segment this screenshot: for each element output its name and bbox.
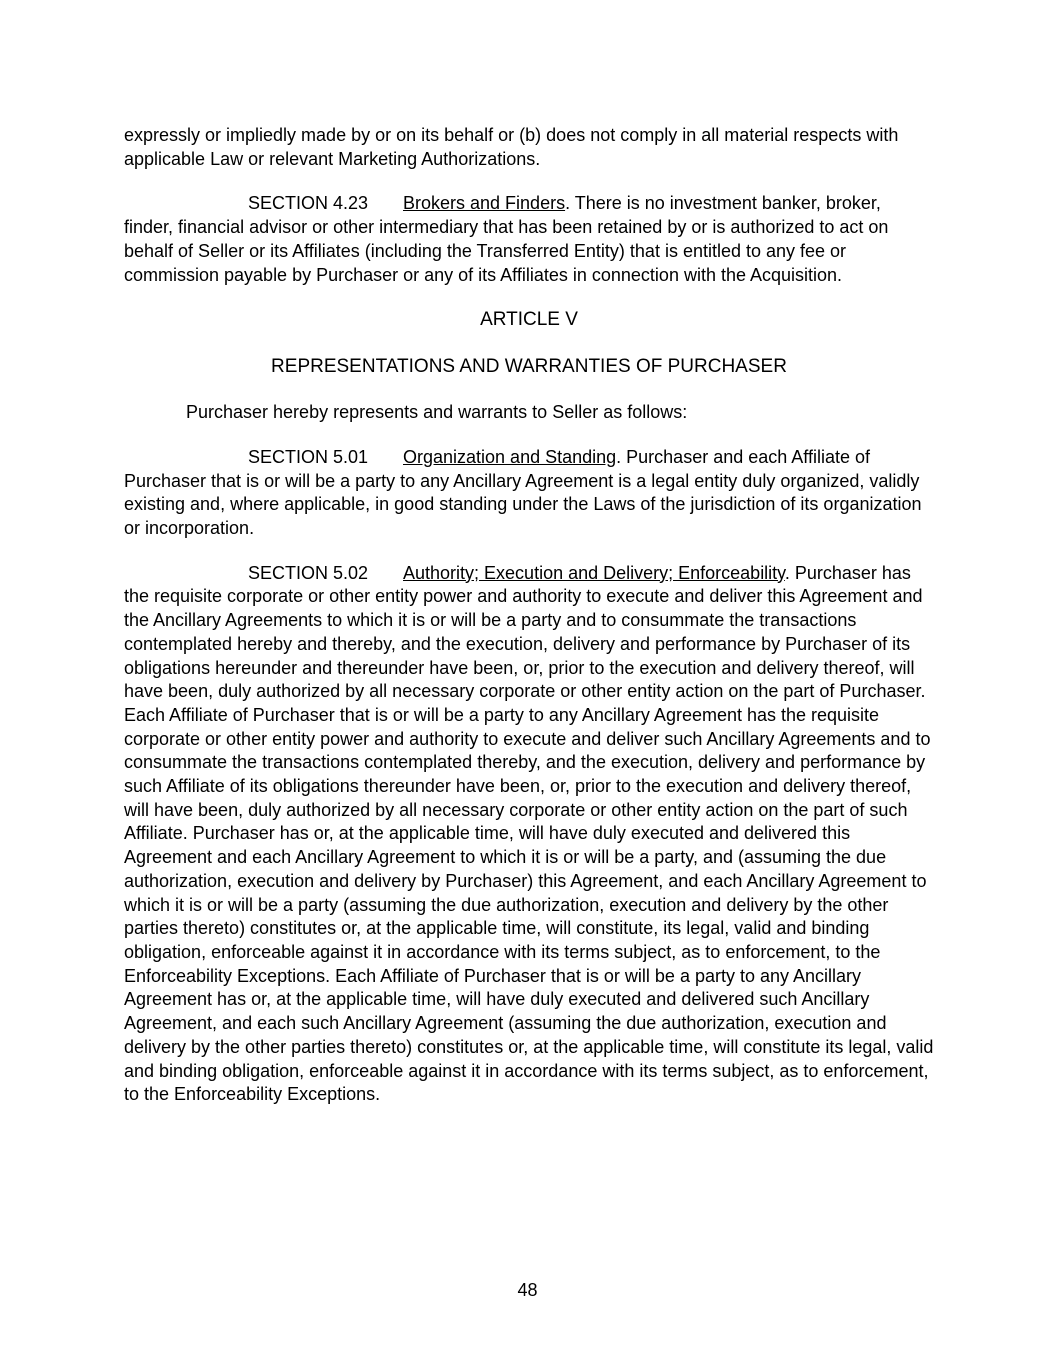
section-4-23-body: . There is no investment banker, broker, finder, financial advisor or other intermediary that has been retained by or is authorized to act on behalf of Seller or its Affiliates (including the Transferred Entity) that is entitled to any fee or commission payable by Purchaser or any of its Affiliates in connection with the Acquisition. [124,193,889,285]
section-5-02-heading: Authority; Execution and Delivery; Enforceability [403,562,785,583]
document-page [124,124,934,1128]
section-4-23-number: SECTION 4.23 [248,193,369,214]
article-number: ARTICLE V [480,309,578,331]
section-5-02-body: . Purchaser has the requisite corporate or other entity power and authority to execute and deliver this Agreement and the Ancillary Agreements to which it is or will be a party and to consummate the transactions contemplated hereby and thereby, and the execution, delivery and performance by Purchaser of its obligations hereunder and thereunder have been, or, prior to the execution and delivery thereof, will have been, duly authorized by all necessary corporate or other entity action on the part of Purchaser. Each Affiliate of Purchaser that is or will be a party to any Ancillary Agreement has the requisite corporate or other entity power and authority to execute and deliver such Ancillary Agreements and to consummate the transactions contemplated thereby, and the execution, delivery and performance by such Affiliate of its obligations thereunder have been, or, prior to the execution and delivery thereof, will have been, duly authorized by all necessary corporate or other entity action on the part of such Affiliate. Purchaser has or, at the applicable time, will have duly executed and delivered this Agreement and each Ancillary Agreement to which it is or will be a party, and (assuming the due authorization, execution and delivery by Purchaser) this Agreement, and each Ancillary Agreement to which it is or will be a party (assuming the due authorization, execution and delivery by the other parties thereto) constitutes or, at the applicable time, will constitute, its legal, valid and binding obligation, enforceable against it in accordance with its terms subject, as to enforcement, to the Enforceability Exceptions. Each Affiliate of Purchaser that is or will be a party to any Ancillary Agreement has or, at the applicable time, will have duly executed and delivered such Ancillary Agreement, and each such Ancillary Agreement (assuming the due authorization, execution and delivery by the other parties thereto) constitutes or, at the applicable time, will constitute its legal, valid and binding obligation, enforceable against it in accordance with its terms subject, as to enforcement, to the Enforceability Exceptions. [124,562,934,1105]
article-title: REPRESENTATIONS AND WARRANTIES OF PURCHASER [271,356,787,378]
section-4-23-indent [124,193,403,213]
section-5-02-number: SECTION 5.02 [248,562,369,583]
section-4-23 [124,192,934,287]
article-heading [124,308,934,379]
article-intro: Purchaser hereby represents and warrants to Seller as follows: [186,402,688,423]
section-4-23-heading: Brokers and Finders [403,193,566,214]
section-5-01-indent [124,447,403,467]
section-5-01-body: . Purchaser and each Affiliate of Purchaser that is or will be a party to any Ancillary Agreement is a legal entity duly organized, validly existing and, where applicable, in good standing under the Laws of the jurisdiction of its organization or incorporation. [124,446,922,539]
section-5-01-heading: Organization and Standing [403,446,617,467]
section-5-01-number: SECTION 5.01 [248,446,369,467]
section-5-01 [124,446,934,541]
continuation-paragraph: expressly or impliedly made by or on its behalf or (b) does not comply in all material respects with applicable Law or relevant Marketing Authorizations. [124,125,899,169]
page-number: 48 [517,1280,538,1300]
section-5-02-indent [124,563,403,583]
section-5-02 [124,562,934,1107]
